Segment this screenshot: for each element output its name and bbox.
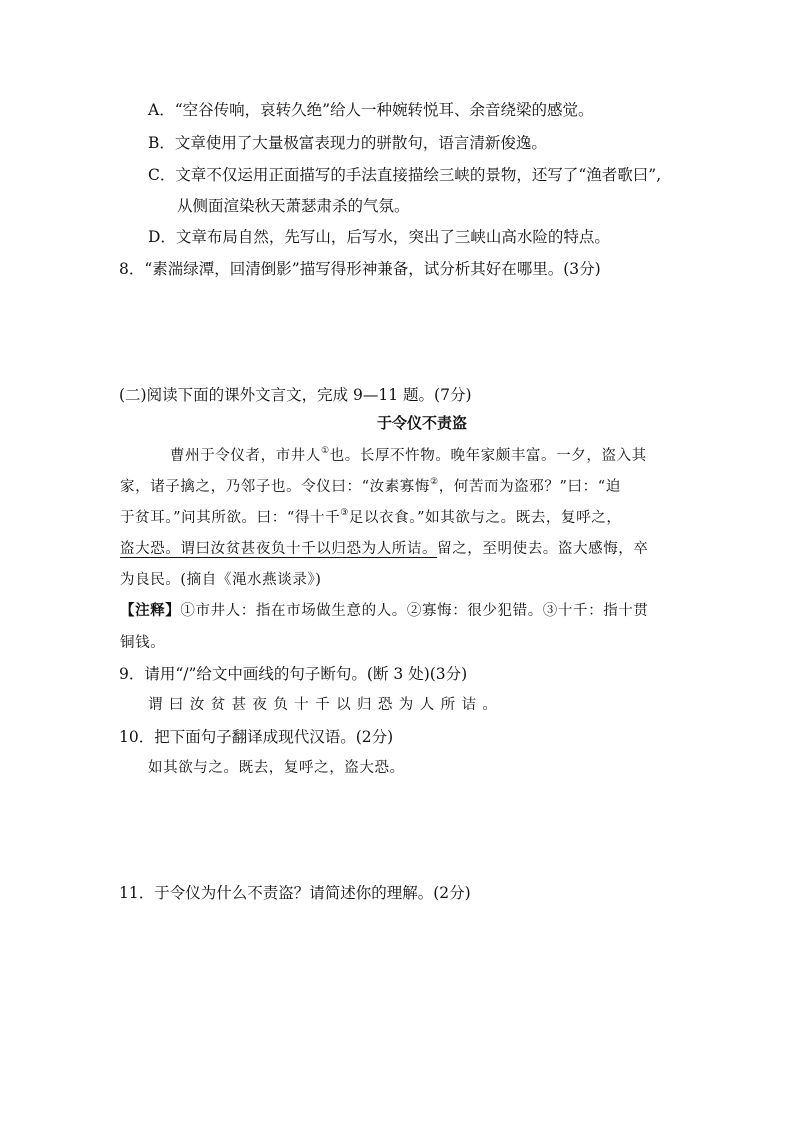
notes-text: ①市井人：指在市场做生意的人。②寡悔：很少犯错。③十千：指十贯 (180, 603, 649, 619)
section-2-heading: (二)阅读下面的课外文言文，完成 9—11 题。(7分) (119, 386, 472, 404)
question-9-sentence: 谓曰汝贫甚夜负十千以归恐为人所诘。 (148, 697, 504, 713)
passage-line-5: 为良民。(摘自《渑水燕谈录》) (120, 572, 322, 588)
option-c-line2: 从侧面渲染秋天萧瑟肃杀的气氛。 (177, 197, 410, 215)
notes-label: 【注释】 (120, 602, 181, 619)
passage-title: 于令仪不责盗 (377, 414, 468, 432)
footnote-marker: ③ (340, 508, 349, 518)
passage-text: 足以衣食。”如其欲与之。既去，复呼之， (348, 510, 622, 526)
option-c-line1: C．文章不仅运用正面描写的手法直接描绘三峡的景物，还写了“渔者歌曰”, (148, 166, 662, 184)
question-10: 10．把下面句子翻译成现代汉语。(2分) (119, 728, 394, 746)
passage-line-3 (120, 507, 621, 529)
passage-line-4 (120, 538, 649, 560)
passage-line-2 (120, 476, 621, 498)
option-a: A．“空谷传响，哀转久绝”给人一种婉转悦耳、余音绕梁的感觉。 (148, 101, 594, 119)
question-9: 9．请用“/”给文中画线的句子断句。(断 3 处)(3分) (119, 665, 468, 683)
passage-line-1 (170, 445, 647, 467)
option-b: B．文章使用了大量极富表现力的骈散句，语言清新俊逸。 (148, 134, 547, 152)
passage-text: ，何苦而为盗邪？”曰：“迫 (438, 479, 621, 495)
underlined-sentence: 盗大恐。谓曰汝贫甚夜负十千以归恐为人所诘。 (120, 541, 438, 557)
passage-text: 家，诸子擒之，乃邻子也。令仪曰：“汝素寡悔 (120, 479, 431, 495)
question-8: 8．“素湍绿潭，回清倒影”描写得形神兼备，试分析其好在哪里。(3分) (119, 260, 601, 278)
question-10-sentence: 如其欲与之。既去，复呼之，盗大恐。 (148, 760, 405, 776)
footnote-marker: ② (430, 477, 439, 487)
notes-line-1 (120, 600, 649, 622)
passage-text: 于贫耳。”问其所欲。曰：“得十千 (120, 510, 341, 526)
question-11: 11．于令仪为什么不责盗？请简述你的理解。(2分) (119, 884, 471, 902)
passage-text: 也。长厚不忤物。晚年家颇丰富。一夕，盗入其 (329, 448, 647, 464)
footnote-marker: ① (321, 446, 330, 456)
passage-text: 留之，至明使去。盗大感悔，卒 (437, 541, 649, 557)
option-d: D．文章布局自然，先写山，后写水，突出了三峡山高水险的特点。 (148, 228, 610, 246)
passage-text: 曹州于令仪者，市井人 (170, 448, 321, 464)
notes-line-2: 铜钱。 (120, 635, 166, 651)
